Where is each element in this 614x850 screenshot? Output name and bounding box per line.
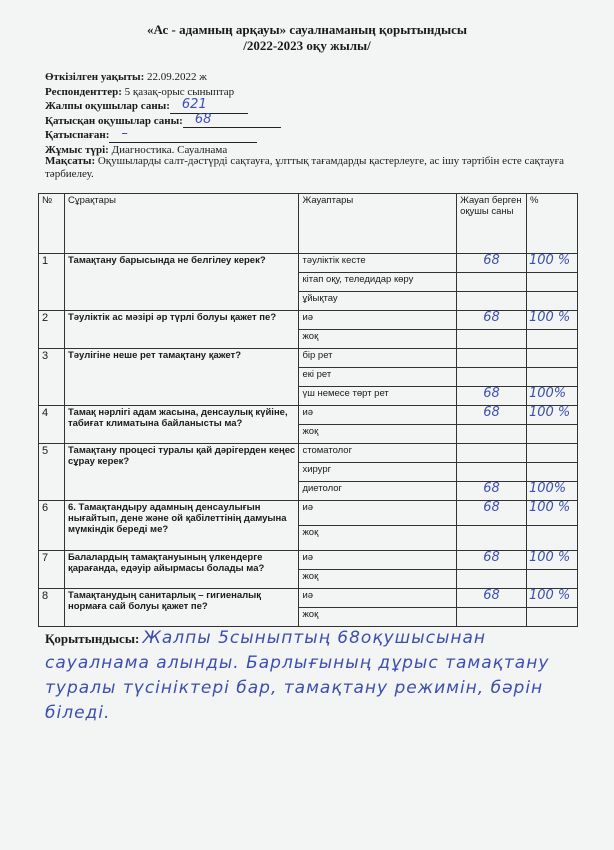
answer-percent: 100 %	[526, 551, 577, 570]
header-count: Жауап берген оқушы саны	[457, 194, 527, 254]
answer-count: 68	[457, 551, 527, 570]
table-row	[39, 311, 578, 330]
answer-option: жоқ	[299, 526, 457, 551]
question-number: 1	[39, 254, 65, 311]
answer-count	[457, 526, 527, 551]
answer-count	[457, 463, 527, 482]
answer-percent	[526, 526, 577, 551]
total-row	[45, 99, 585, 114]
total-value: 621	[181, 97, 207, 112]
question-text: Тәуліктік ас мәзірі әр түрлі болуы қажет пе?	[64, 311, 298, 349]
absent-value: –	[121, 126, 128, 141]
answer-option: екі рет	[299, 368, 457, 387]
answer-option: иә	[299, 501, 457, 526]
question-number: 3	[39, 349, 65, 406]
table-header-row	[39, 194, 578, 254]
answer-option: жоқ	[299, 608, 457, 627]
date-value: 22.09.2022 ж	[144, 71, 207, 83]
answer-option: стоматолог	[299, 444, 457, 463]
answer-percent	[526, 349, 577, 368]
document-title	[0, 22, 614, 54]
answer-count	[457, 349, 527, 368]
question-text: Тамақ нәрлігі адам жасына, денсаулық күйіне, табиғат климатына байланысты ма?	[64, 406, 298, 444]
question-text: Тамақтанудың санитарлық – гигиеналық нормаға сай болуы қажет пе?	[64, 589, 298, 627]
answer-option: диетолог	[299, 482, 457, 501]
answer-count: 68	[457, 311, 527, 330]
header-answers: Жауаптары	[299, 194, 457, 254]
participants-value: 68	[194, 111, 212, 127]
respondents-label: Респонденттер:	[45, 85, 122, 98]
survey-meta	[45, 70, 585, 157]
conclusion-label: Қорытындысы:	[45, 631, 140, 646]
answer-option: иә	[299, 589, 457, 608]
answer-option: иә	[299, 406, 457, 425]
answer-option: иә	[299, 551, 457, 570]
respondents-value: 5 қазақ-орыс сыныптар	[121, 85, 235, 98]
answer-option: тәуліктік кесте	[299, 254, 457, 273]
question-text: Тәулігіне неше рет тамақтану қажет?	[64, 349, 298, 406]
header-num: №	[39, 194, 65, 254]
answer-option: жоқ	[299, 425, 457, 444]
goal-paragraph	[45, 155, 577, 181]
answer-percent	[526, 608, 577, 627]
answer-count: 68	[457, 254, 527, 273]
answer-percent: 100%	[526, 387, 577, 406]
answer-count	[457, 608, 527, 627]
answer-percent: 100 %	[526, 311, 577, 330]
table-row	[39, 501, 578, 526]
answer-percent: 100 %	[526, 589, 577, 608]
answer-percent: 100 %	[526, 501, 577, 526]
table-body	[39, 254, 578, 627]
date-label: Өткізілген уақыты:	[45, 71, 145, 83]
answer-option: бір рет	[299, 349, 457, 368]
answer-option: жоқ	[299, 330, 457, 349]
table-row	[39, 589, 578, 608]
answer-count: 68	[457, 501, 527, 526]
work-type-value: Диагностика. Сауалнама	[108, 143, 228, 156]
answer-count	[457, 273, 527, 292]
answer-percent	[526, 425, 577, 444]
table-row	[39, 349, 578, 368]
answer-count: 68	[457, 387, 527, 406]
answer-count	[457, 368, 527, 387]
respondents-row	[45, 85, 585, 100]
question-number: 2	[39, 311, 65, 349]
header-question: Сұрақтары	[64, 194, 298, 254]
question-number: 4	[39, 406, 65, 444]
answer-percent	[526, 444, 577, 463]
answer-percent	[526, 273, 577, 292]
answer-percent	[526, 330, 577, 349]
answer-percent	[526, 368, 577, 387]
goal-value: Оқушыларды салт-дәстүрді сақтауға, ұлттық тағамдарды қастерлеуге, ас ішу тәртібін есте сақтауға тәрбиелеу.	[45, 155, 564, 180]
answer-count	[457, 444, 527, 463]
question-text: Балалардың тамақтануының үлкендерге қарағанда, едәуір айырмасы болады ма?	[64, 551, 298, 589]
answer-count	[457, 570, 527, 589]
question-number: 7	[39, 551, 65, 589]
answer-count: 68	[457, 406, 527, 425]
answer-count: 68	[457, 482, 527, 501]
participants-label: Қатысқан оқушылар саны:	[45, 114, 183, 127]
answer-percent	[526, 292, 577, 311]
answer-percent	[526, 463, 577, 482]
question-number: 5	[39, 444, 65, 501]
question-number: 6	[39, 501, 65, 551]
answer-count	[457, 330, 527, 349]
title-line-1: «Ас - адамның арқауы» сауалнаманың қорытындысы	[146, 22, 468, 37]
question-text: 6. Тамақтандыру адамның денсаулығын нығайтып, дене және ой қабілеттінің дамуына мүмкіндік береді ме?	[64, 501, 298, 551]
answer-percent	[526, 570, 577, 589]
conclusion	[45, 626, 590, 726]
answer-percent: 100 %	[526, 254, 577, 273]
answer-option: иә	[299, 311, 457, 330]
answer-percent: 100%	[526, 482, 577, 501]
title-line-2: /2022-2023 оқу жылы/	[243, 38, 371, 53]
answer-option: кітап оқу, теледидар көру	[299, 273, 457, 292]
answer-option: үш немесе төрт рет	[299, 387, 457, 406]
absent-label: Қатыспаған:	[45, 129, 110, 141]
answer-count	[457, 292, 527, 311]
answer-percent: 100 %	[526, 406, 577, 425]
absent-row	[45, 128, 585, 143]
table-row	[39, 444, 578, 463]
table-row	[39, 254, 578, 273]
answer-count: 68	[457, 589, 527, 608]
answer-option: хирург	[299, 463, 457, 482]
survey-table	[38, 193, 578, 627]
total-label: Жалпы оқушылар саны:	[45, 100, 170, 112]
question-number: 8	[39, 589, 65, 627]
header-pct: %	[526, 194, 577, 254]
date-row	[45, 70, 585, 85]
goal-label: Мақсаты:	[45, 155, 96, 167]
question-text: Тамақтану процесі туралы қай дәрігерден кеңес сұрау керек?	[64, 444, 298, 501]
conclusion-text: Жалпы 5сыныптың 68оқушысынан сауалнама алынды. Барлығының дұрыс тамақтану туралы түсініктері бар, тамақтану режимін, бәрін біледі.	[45, 628, 550, 723]
question-text: Тамақтану барысында не белгілеу керек?	[64, 254, 298, 311]
table-row	[39, 551, 578, 570]
answer-option: ұйықтау	[299, 292, 457, 311]
table-row	[39, 406, 578, 425]
answer-option: жоқ	[299, 570, 457, 589]
answer-count	[457, 425, 527, 444]
work-type-label: Жұмыс түрі:	[45, 143, 109, 156]
